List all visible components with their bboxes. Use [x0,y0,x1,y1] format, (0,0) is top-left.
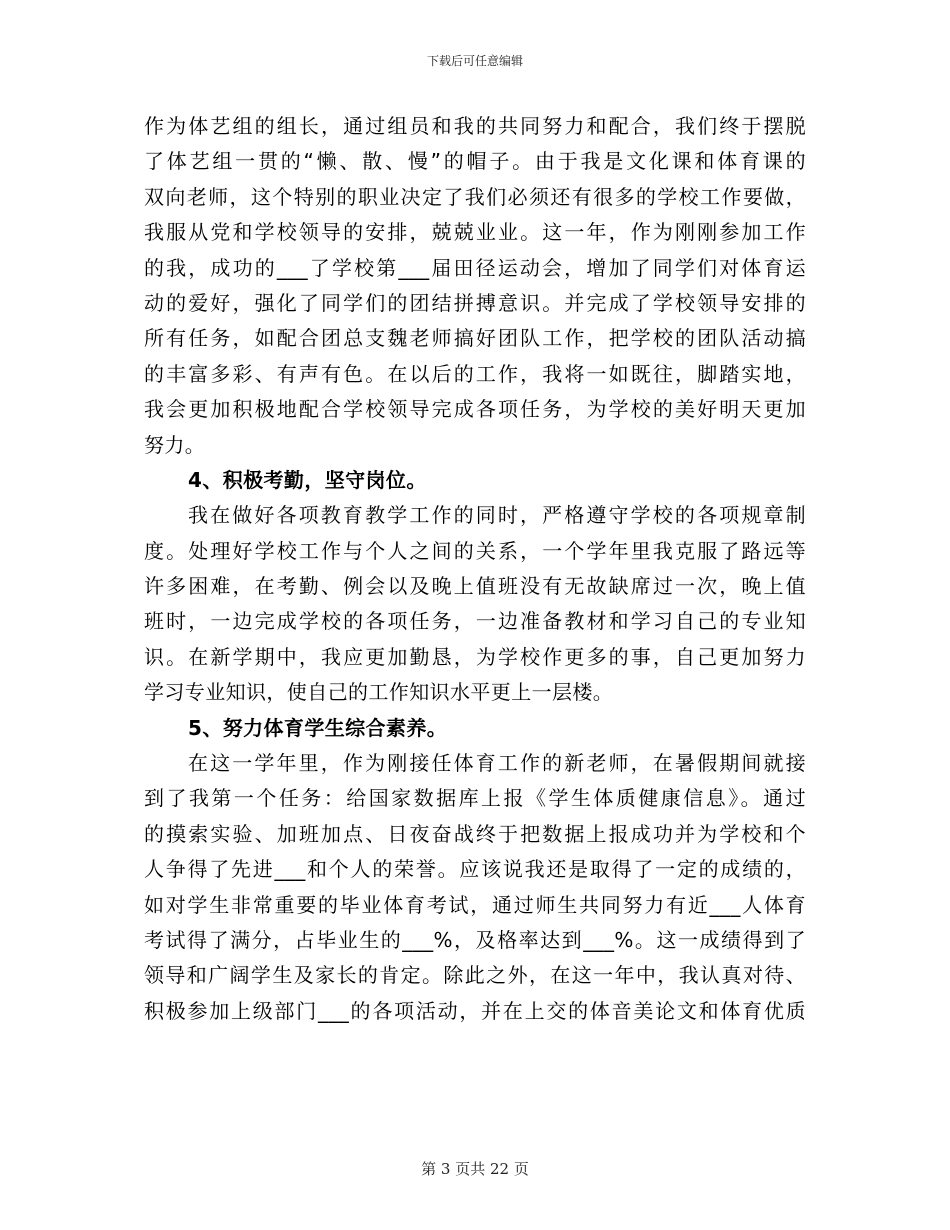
text-line: 识。在新学期中，我应更加勤恳，为学校作更多的事，自己更加努力 [144,644,806,669]
text-line: 所有任务，如配合团总支魏老师搞好团队工作，把学校的团队活动搞 [144,326,806,351]
text-line: 学习专业知识，使自己的工作知识水平更上一层楼。 [144,680,614,705]
text-line: 动的爱好，强化了同学们的团结拼搏意识。并完成了学校领导安排的 [144,290,806,315]
text-line: 的丰富多彩、有声有色。在以后的工作，我将一如既往，脚踏实地， [144,361,806,386]
text-line: 了体艺组一贯的“懒、散、慢”的帽子。由于我是文化课和体育课的 [144,149,806,174]
text-line: 努力。 [144,432,206,457]
section-heading: 4、积极考勤，坚守岗位。 [188,467,427,492]
text-line: 人争得了先进___和个人的荣誉。应该说我还是取得了一定的成绩的， [144,857,806,882]
text-line: 到了我第一个任务：给国家数据库上报《学生体质健康信息》。通过 [144,786,806,811]
section-heading: 5、努力体育学生综合素养。 [188,715,448,740]
text-line: 作为体艺组的组长，通过组员和我的共同努力和配合，我们终于摆脱 [144,114,806,138]
text-line: 领导和广阔学生及家长的肯定。除此之外，在这一年中，我认真对待、 [144,963,806,988]
text-line: 考试得了满分，占毕业生的___%，及格率达到___%。这一成绩得到了 [144,927,806,952]
text-line: 的我，成功的___了学校第___届田径运动会，增加了同学们对体育运 [144,255,806,280]
text-line: 我在做好各项教育教学工作的同时，严格遵守学校的各项规章制 [188,503,806,528]
text-line: 在这一学年里，作为刚接任体育工作的新老师，在暑假期间就接 [188,751,806,776]
page-header: 下载后可任意编辑 [426,54,523,68]
text-line: 许多困难，在考勤、例会以及晚上值班没有无故缺席过一次，晚上值 [144,574,806,599]
text-line: 我服从党和学校领导的安排，兢兢业业。这一年，作为刚刚参加工作 [144,220,806,245]
text-line: 如对学生非常重要的毕业体育考试，通过师生共同努力有近___人体育 [144,892,806,917]
text-line: 积极参加上级部门___的各项活动，并在上交的体音美论文和体育优质 [144,998,806,1023]
text-line: 我会更加积极地配合学校领导完成各项任务，为学校的美好明天更加 [144,397,806,422]
text-line: 度。处理好学校工作与个人之间的关系，一个学年里我克服了路远等 [144,538,806,563]
page-footer: 第 3 页共 22 页 [421,1160,529,1178]
text-line: 的摸索实验、加班加点、日夜奋战终于把数据上报成功并为学校和个 [144,821,806,846]
text-line: 双向老师，这个特别的职业决定了我们必须还有很多的学校工作要做， [144,184,806,209]
text-line: 班时，一边完成学校的各项任务，一边准备教材和学习自己的专业知 [144,609,806,634]
document-body [144,109,806,1029]
